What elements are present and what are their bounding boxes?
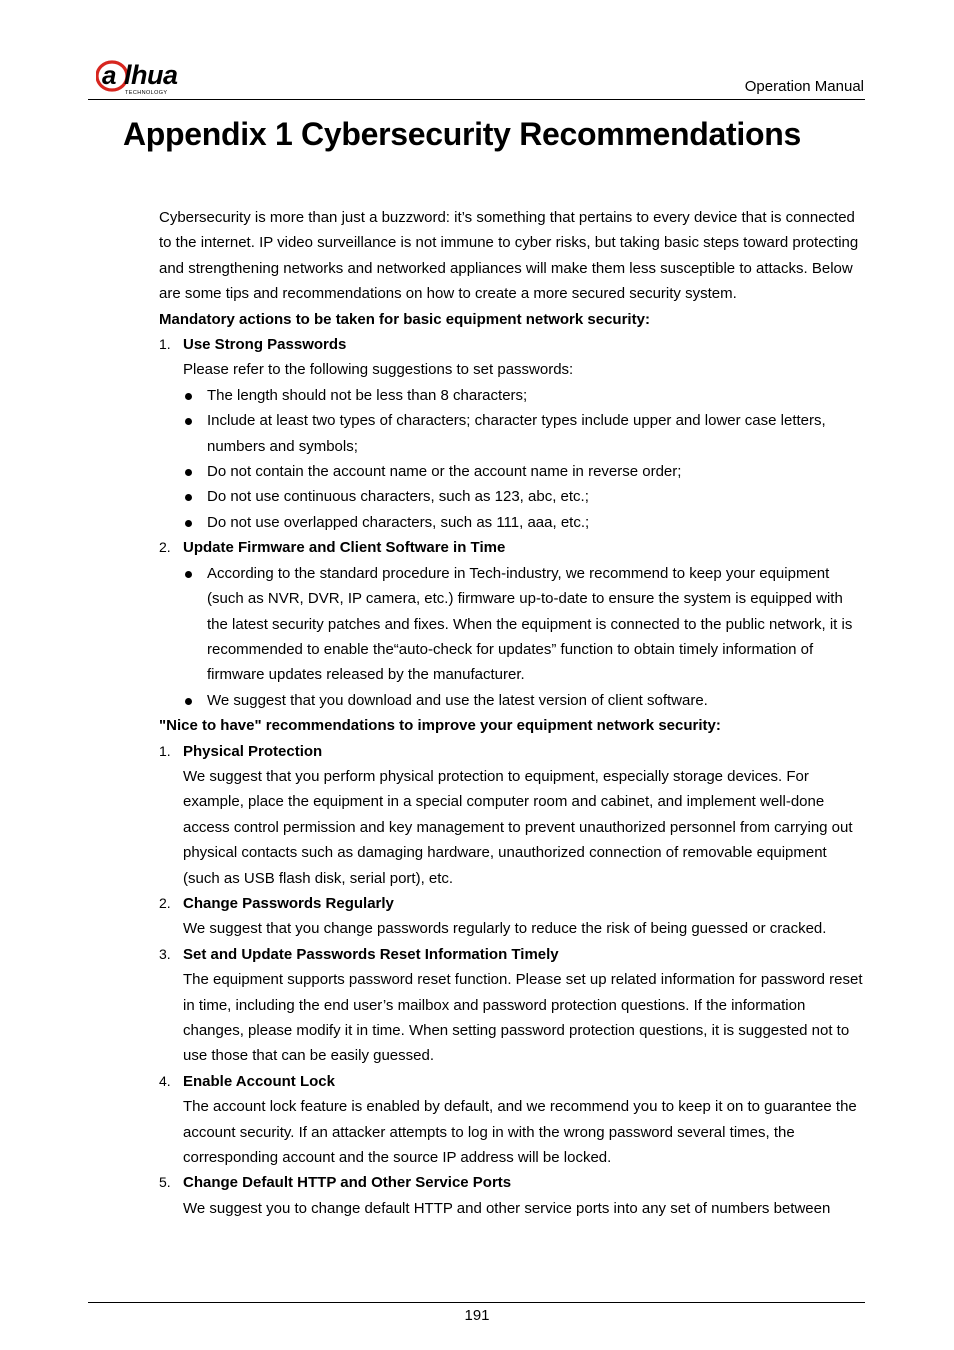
bullet-text: Include at least two types of characters; character types include upper and lower case letters, numbers and symbols; [207, 412, 826, 455]
recommendation-item [159, 1069, 864, 1171]
document-title: Operation Manual [744, 78, 864, 95]
bullet-icon [185, 520, 192, 527]
page-title: Appendix 1 Cybersecurity Recommendations [123, 116, 801, 152]
item-text: Please refer to the following suggestions to set passwords: [183, 361, 574, 379]
bullet-text: Do not contain the account name or the account name in reverse order; [207, 463, 682, 481]
bullet-text: According to the standard procedure in Tech-industry, we recommend to keep your equipment (such as NVR, DVR, IP camera, etc.) firmware up-to-date to ensure the system is equipped with the latest security patches and fixes. When the equipment is connected to the public network, it is recommended to enable the“auto-check for updates” function to obtain timely information of firmware updates released by the manufacturer. [207, 564, 853, 684]
nice-to-have-heading: "Nice to have" recommendations to improve your equipment network security: [159, 717, 721, 735]
bullet-icon [185, 571, 192, 578]
mandatory-heading: Mandatory actions to be taken for basic equipment network security: [159, 310, 650, 328]
bullet-item [183, 383, 864, 408]
bullet-icon [185, 698, 192, 705]
item-title: Change Passwords Regularly [183, 894, 394, 912]
bullet-item [183, 484, 864, 509]
item-text: We suggest you to change default HTTP and other service ports into any set of numbers between [183, 1199, 831, 1217]
item-title: Enable Account Lock [183, 1072, 335, 1090]
bullet-icon [185, 494, 192, 501]
dahua-logo [96, 59, 206, 97]
mandatory-item [159, 535, 864, 713]
item-text: The equipment supports password reset function. Please set up related information for password reset in time, including the end user’s mailbox and password protection questions. If the information changes, please modify it in time. When setting password protection questions, it is suggested not to use those that can be easily guessed. [183, 971, 863, 1065]
bullet-item [183, 510, 864, 535]
item-text: We suggest that you perform physical protection to equipment, especially storage devices. For example, place the equipment in a special computer room and cabinet, and implement well-done access control permission and key management to prevent unauthorized personnel from carrying out physical contacts such as damaging hardware, unauthorized connection of removable equipment (such as USB flash disk, serial port), etc. [183, 767, 853, 887]
item-title: Update Firmware and Client Software in Time [183, 539, 506, 557]
svg-text:a: a [102, 60, 117, 90]
svg-text:lhua: lhua [124, 60, 178, 90]
header-divider [88, 99, 865, 100]
bullet-list [183, 383, 864, 535]
main-content [159, 205, 864, 1221]
bullet-icon [185, 418, 192, 425]
item-title: Use Strong Passwords [183, 336, 347, 354]
item-title: Change Default HTTP and Other Service Ports [183, 1174, 512, 1192]
bullet-text: We suggest that you download and use the latest version of client software. [207, 691, 708, 709]
bullet-text: Do not use overlapped characters, such as 111, aaa, etc.; [207, 513, 590, 531]
intro-paragraph: Cybersecurity is more than just a buzzword: it’s something that pertains to every device that is connected to the internet. IP video surveillance is not immune to cyber risks, but taking basic steps toward protecting and strengthening networks and networked appliances will make them less susceptible to attacks. Below are some tips and recommendations on how to create a more secured security system. [159, 209, 859, 303]
item-number: 3. [159, 945, 171, 962]
recommendation-item [159, 1170, 864, 1221]
item-text: The account lock feature is enabled by default, and we recommend you to keep it on to guarantee the account security. If an attacker attempts to log in with the wrong password several times, the corresponding account and the source IP address will be locked. [183, 1098, 857, 1167]
bullet-icon [185, 393, 192, 400]
bullet-icon [185, 469, 192, 476]
item-number: 2. [159, 539, 171, 556]
item-title: Physical Protection [183, 742, 323, 760]
mandatory-item [159, 332, 864, 535]
recommendation-item [159, 891, 864, 942]
item-number: 1. [159, 742, 171, 759]
item-text: We suggest that you change passwords regularly to reduce the risk of being guessed or cracked. [183, 920, 827, 938]
recommendation-item [159, 942, 864, 1069]
item-number: 5. [159, 1174, 171, 1191]
item-number: 4. [159, 1072, 171, 1089]
item-title: Set and Update Passwords Reset Information Timely [183, 945, 559, 963]
bullet-text: Do not use continuous characters, such as 123, abc, etc.; [207, 488, 589, 506]
bullet-item [183, 561, 864, 688]
footer-divider [88, 1302, 865, 1303]
bullet-item [183, 459, 864, 484]
bullet-item [183, 408, 864, 459]
item-number: 2. [159, 894, 171, 911]
recommendation-item [159, 739, 864, 891]
page-number: 191 [464, 1307, 490, 1324]
bullet-list [183, 561, 864, 713]
bullet-item [183, 688, 864, 713]
bullet-text: The length should not be less than 8 characters; [207, 386, 528, 404]
svg-text:TECHNOLOGY: TECHNOLOGY [125, 90, 168, 96]
item-number: 1. [159, 336, 171, 353]
